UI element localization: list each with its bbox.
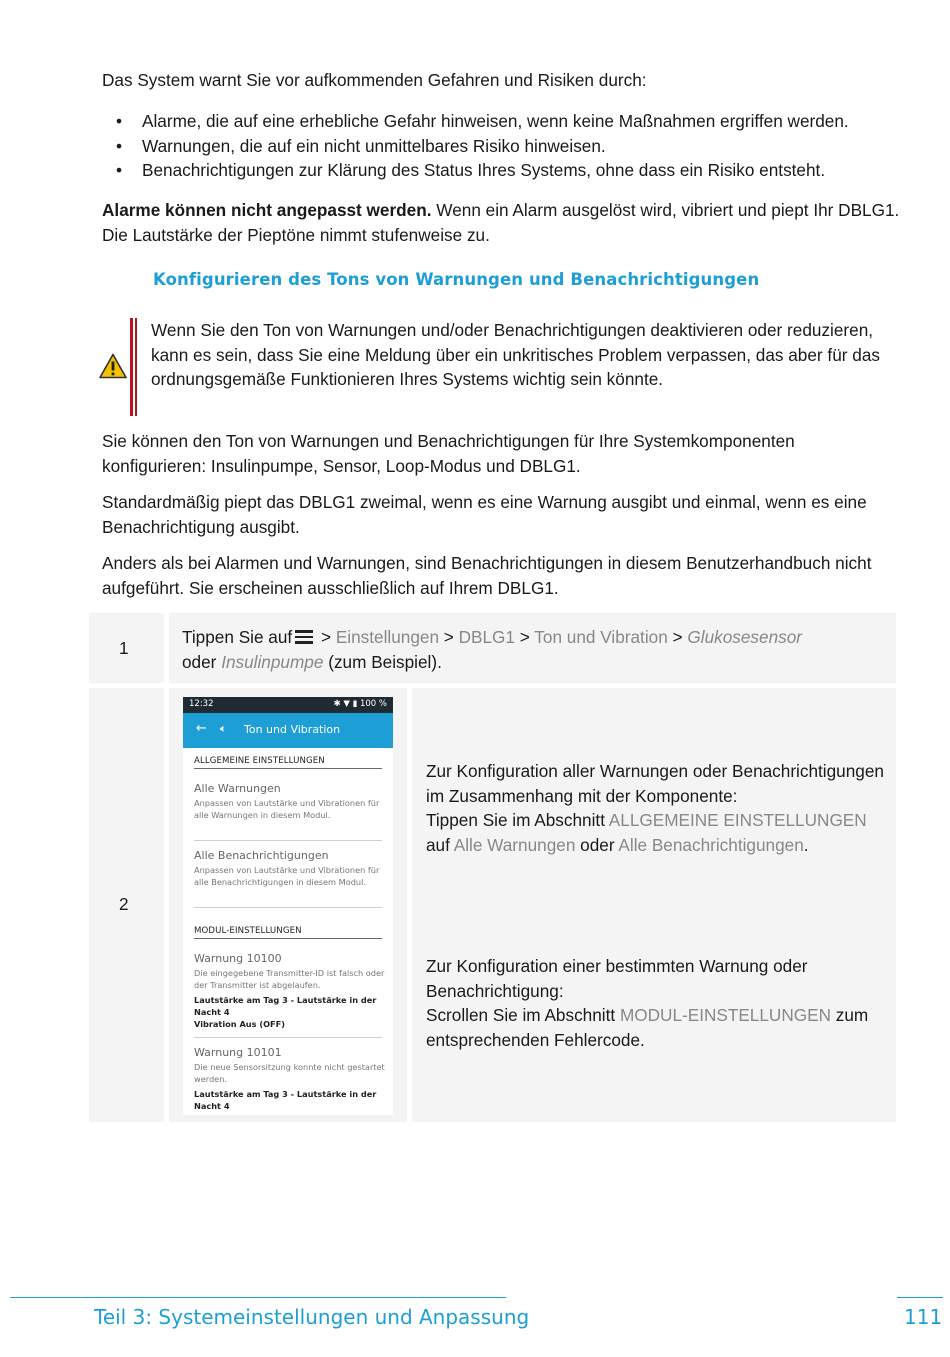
instruction-text: . bbox=[803, 834, 809, 855]
list-item: • Warnungen, die auf ein nicht unmittelbares Risiko hinweisen. bbox=[102, 134, 902, 159]
section-general: ALLGEMEINE EINSTELLUNGEN bbox=[194, 756, 325, 766]
path-separator: > bbox=[672, 627, 683, 647]
step1-text bbox=[182, 625, 882, 674]
item-vibration: Vibration Aus (OFF) bbox=[194, 1019, 285, 1029]
footer-divider bbox=[10, 1297, 506, 1298]
list-item: • Alarme, die auf eine erhebliche Gefahr hinweisen, wenn keine Maßnahmen ergriffen werden. bbox=[102, 109, 902, 134]
item-all-warnings: Alle Warnungen bbox=[194, 782, 281, 795]
section-divider bbox=[194, 938, 382, 939]
tap-label: Tippen Sie auf bbox=[182, 627, 293, 647]
item-volume: Lautstärke am Tag 3 - Lautstärke in der Nacht 4 bbox=[194, 995, 377, 1017]
step-number: 1 bbox=[119, 638, 129, 658]
item-all-notifications: Alle Benachrichtigungen bbox=[194, 849, 329, 862]
status-bar bbox=[183, 697, 393, 713]
config-specific-instruction bbox=[426, 1003, 886, 1052]
menu-icon bbox=[295, 630, 313, 644]
example-label: (zum Beispiel). bbox=[328, 651, 442, 672]
ref-all-warnings: Alle Warnungen bbox=[453, 834, 576, 855]
config-all-instruction bbox=[426, 808, 886, 857]
section-heading: Konfigurieren des Tons von Warnungen und Benachrichtigungen bbox=[153, 270, 760, 289]
paragraph: Standardmäßig piept das DBLG1 zweimal, wenn es eine Warnung ausgibt und einmal, wenn es eine Benachrichtigung ausgibt. bbox=[102, 492, 867, 537]
step2-text-b bbox=[426, 954, 886, 1052]
path-glukosesensor: Glukosesensor bbox=[687, 627, 803, 647]
config-specific-intro: Zur Konfiguration einer bestimmten Warnung oder Benachrichtigung: bbox=[426, 956, 808, 1001]
config-all-intro: Zur Konfiguration aller Warnungen oder Benachrichtigungen im Zusammenhang mit der Komponente: bbox=[426, 761, 884, 806]
step-number-cell bbox=[89, 688, 164, 1122]
paragraph: Sie können den Ton von Warnungen und Benachrichtigungen für Ihre Systemkomponenten konfigurieren: Insulinpumpe, Sensor, Loop-Modus und DBLG1. bbox=[102, 431, 795, 476]
or-label: oder bbox=[182, 651, 217, 672]
instruction-text: Tippen Sie im Abschnitt bbox=[426, 810, 605, 830]
path-insulinpumpe: Insulinpumpe bbox=[221, 651, 324, 672]
warning-triangle-icon bbox=[99, 353, 127, 379]
warning-bar bbox=[130, 318, 133, 416]
section-ref-module: MODUL-EINSTELLUNGEN bbox=[619, 1005, 831, 1025]
step-number-cell bbox=[89, 613, 164, 683]
footer-divider bbox=[897, 1297, 943, 1298]
item-description: Die neue Sensorsitzung konnte nicht gestartet werden. bbox=[194, 1062, 385, 1084]
status-icons: ✱ ▼ ▮ 100 % bbox=[333, 699, 387, 709]
app-bar bbox=[183, 713, 393, 748]
risk-list bbox=[102, 109, 902, 183]
item-warning-10100: Warnung 10100 bbox=[194, 952, 282, 965]
page-number: 111 bbox=[904, 1305, 943, 1329]
instruction-text: Scrollen Sie im Abschnitt bbox=[426, 1005, 616, 1025]
step2-text-a bbox=[426, 759, 886, 857]
path-einstellungen: Einstellungen bbox=[335, 627, 440, 647]
alarm-paragraph bbox=[102, 198, 902, 247]
step2-text-cell bbox=[412, 688, 896, 1122]
item-volume: Lautstärke am Tag 3 - Lautstärke in der Nacht 4 bbox=[194, 1089, 377, 1111]
path-separator: > bbox=[519, 627, 530, 647]
item-description: Anpassen von Lautstärke und Vibrationen für alle Warnungen in diesem Modul. bbox=[194, 798, 380, 820]
step-instruction-cell bbox=[169, 613, 896, 683]
instruction-text: auf bbox=[426, 834, 450, 855]
path-dblg1: DBLG1 bbox=[458, 627, 515, 647]
intro-text: Das System warnt Sie vor aufkommenden Gefahren und Risiken durch: bbox=[102, 70, 647, 90]
speaker-icon: 🔈︎ bbox=[220, 722, 227, 735]
alarm-bold: Alarme können nicht angepasst werden. bbox=[102, 200, 432, 220]
step-number: 2 bbox=[119, 894, 129, 914]
warning-bar-thin bbox=[135, 318, 137, 416]
paragraph: Anders als bei Alarmen und Warnungen, sind Benachrichtigungen in diesem Benutzerhandbuch nicht aufgeführt. Sie erscheinen ausschließlich auf Ihrem DBLG1. bbox=[102, 553, 872, 598]
section-module: MODUL-EINSTELLUNGEN bbox=[194, 926, 302, 936]
section-divider bbox=[194, 768, 382, 769]
warning-text: Wenn Sie den Ton von Warnungen und/oder Benachrichtigungen deaktivieren oder reduzieren, kann es sein, dass Sie eine Meldung über ein unkritisches Problem verpassen, das aber für das ordnungsgemäße Funktionieren Ihres Systems wichtig sein könnte. bbox=[151, 320, 880, 389]
instruction-text: zum entsprechenden Fehlercode. bbox=[426, 1005, 869, 1050]
alarm-rest: Wenn ein Alarm ausgelöst wird, vibriert und piept Ihr DBLG1. Die Lautstärke der Pieptöne nimmt stufenweise zu. bbox=[102, 200, 900, 245]
section-ref-general: ALLGEMEINE EINSTELLUNGEN bbox=[608, 810, 867, 830]
item-description: Die eingegebene Transmitter-ID ist falsch oder der Transmitter ist abgelaufen. bbox=[194, 968, 385, 990]
footer-chapter-title: Teil 3: Systemeinstellungen und Anpassung bbox=[94, 1305, 530, 1329]
item-divider bbox=[194, 1037, 382, 1038]
path-ton-vibration: Ton und Vibration bbox=[534, 627, 668, 647]
list-item: • Benachrichtigungen zur Klärung des Status Ihres Systems, ohne dass ein Risiko entsteht. bbox=[102, 158, 902, 183]
item-warning-10101: Warnung 10101 bbox=[194, 1046, 282, 1059]
device-screenshot bbox=[183, 697, 393, 1115]
back-arrow-icon: ← bbox=[196, 721, 207, 736]
path-separator: > bbox=[320, 627, 332, 647]
path-separator: > bbox=[443, 627, 454, 647]
instruction-text: oder bbox=[580, 834, 615, 855]
item-divider bbox=[194, 907, 382, 908]
item-description: Anpassen von Lautstärke und Vibrationen für alle Benachrichtigungen in diesem Modul. bbox=[194, 865, 380, 887]
status-time: 12:32 bbox=[189, 699, 214, 709]
ref-all-notifications: Alle Benachrichtigungen bbox=[618, 834, 804, 855]
item-divider bbox=[194, 840, 382, 841]
app-bar-title: Ton und Vibration bbox=[244, 723, 341, 736]
